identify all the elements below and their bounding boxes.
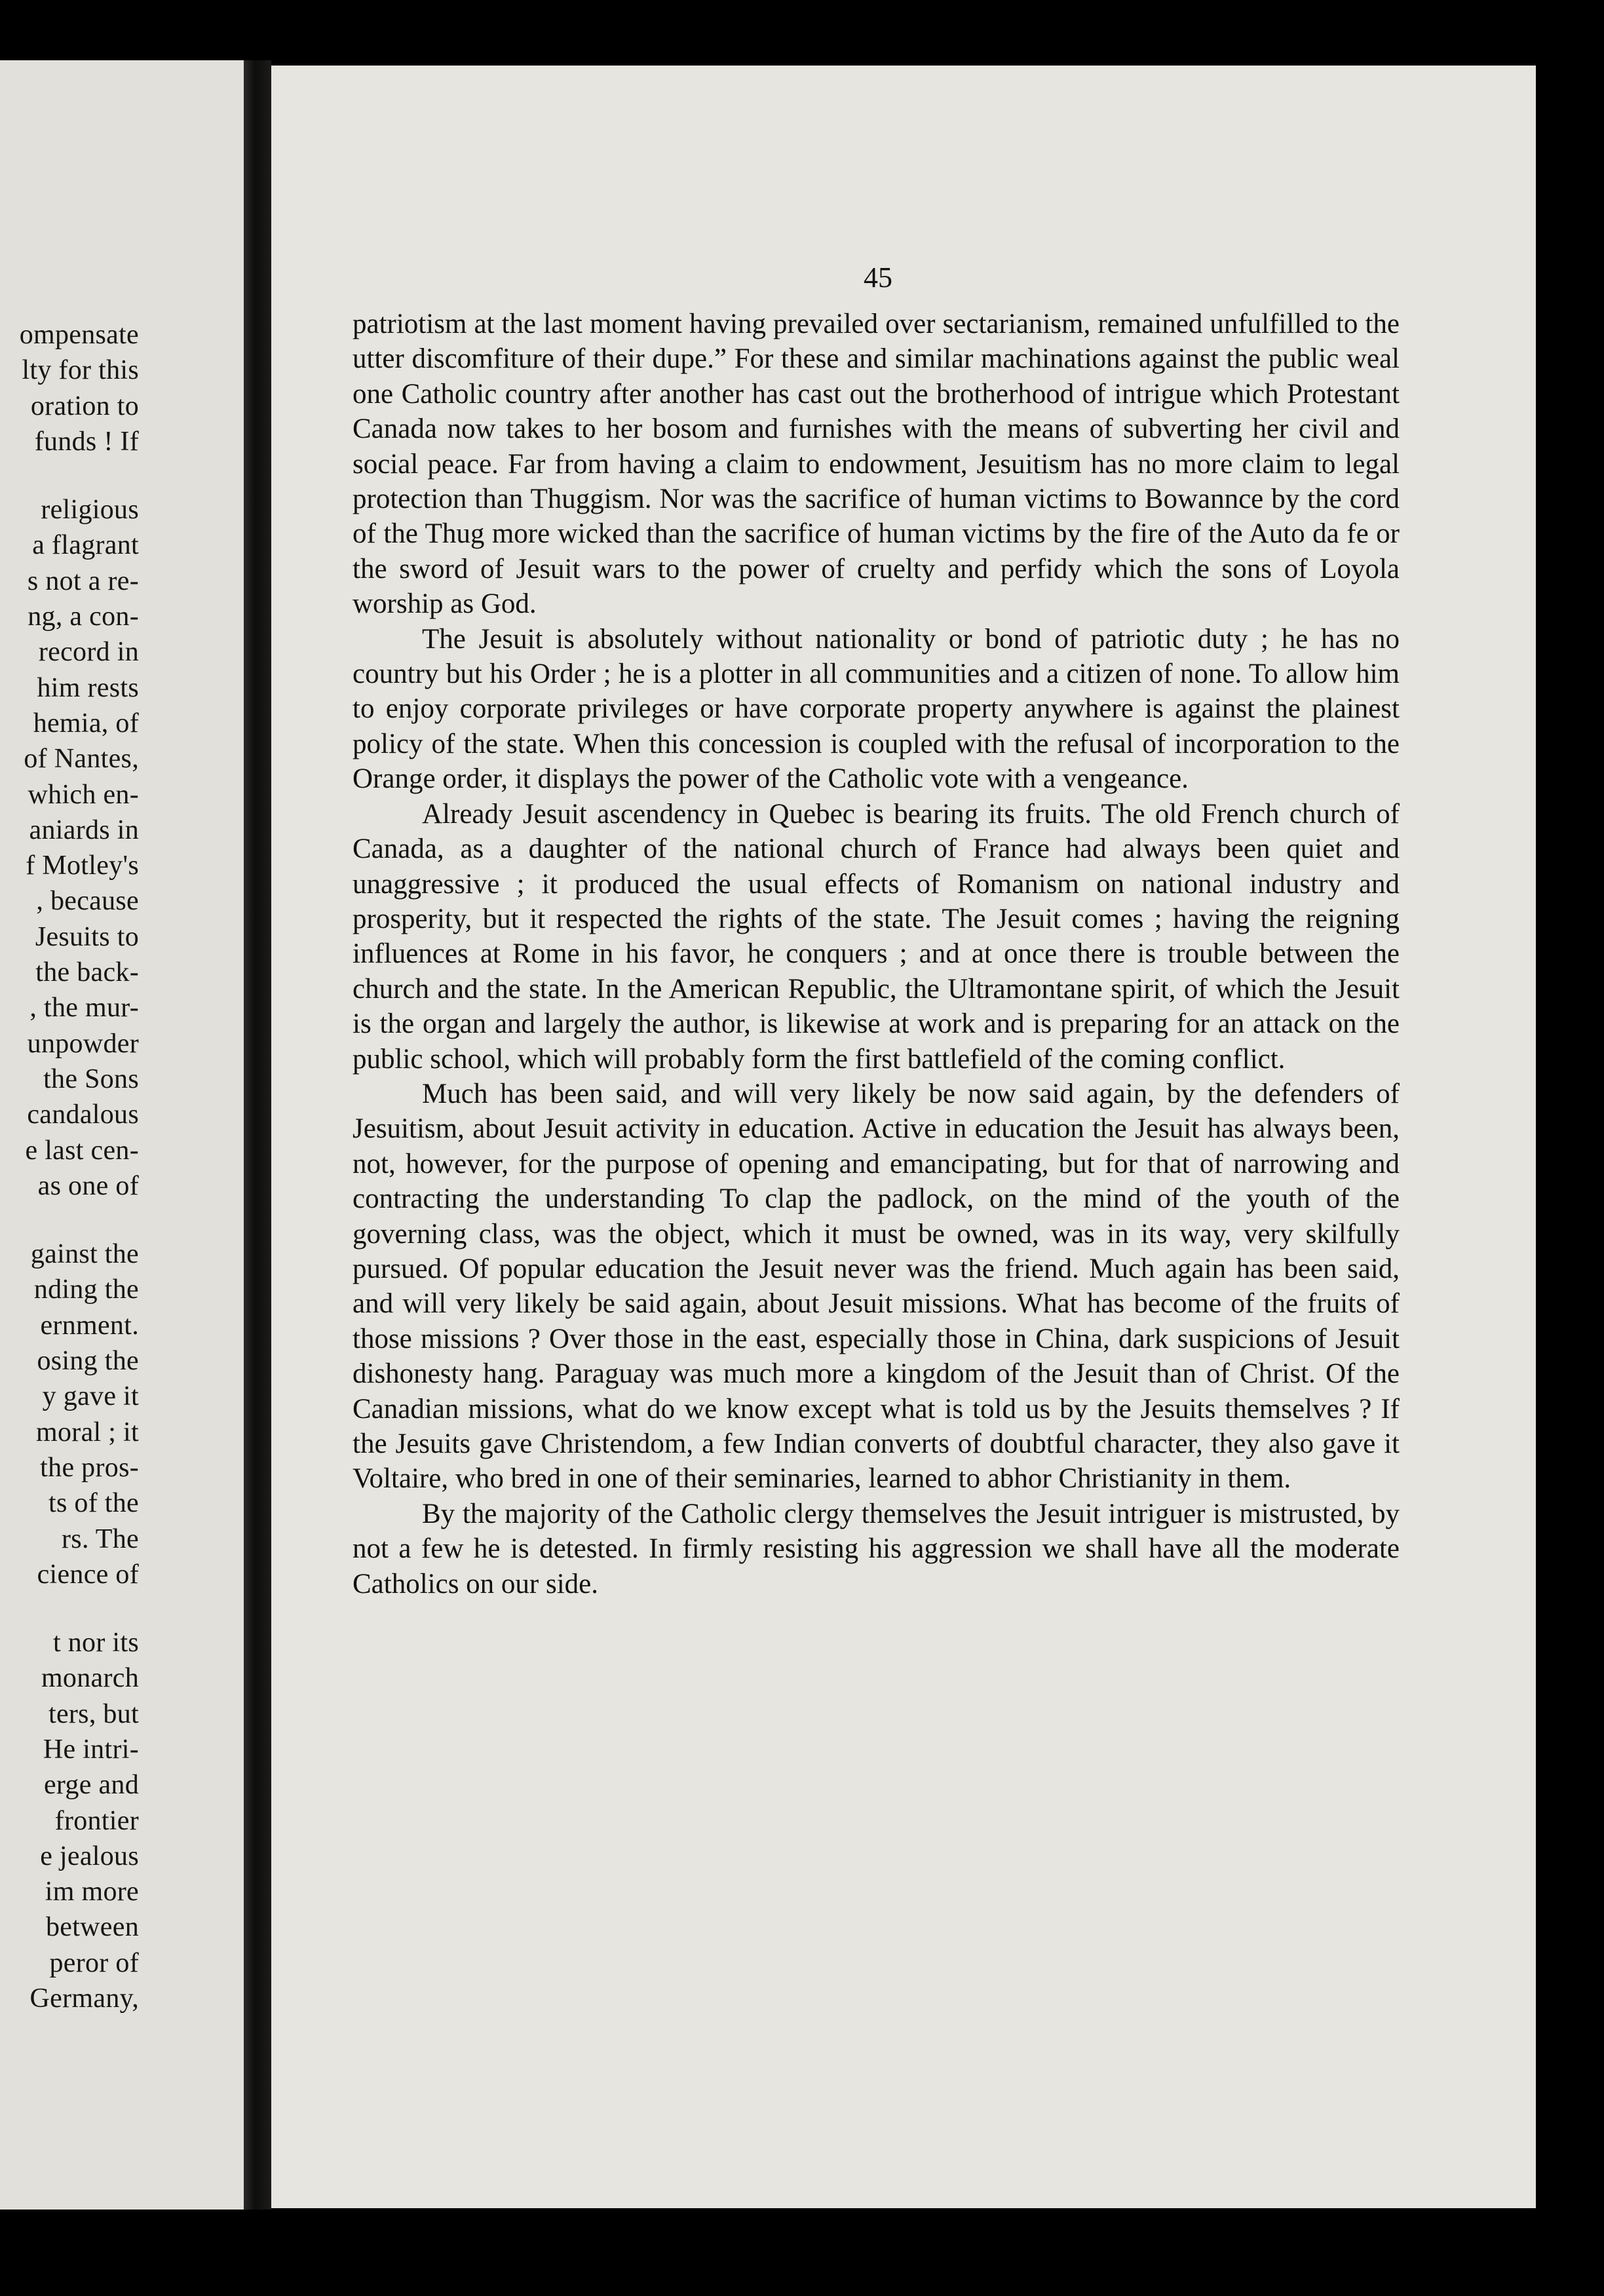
left-line [0, 1660, 244, 1696]
left-line-text: of Nantes, [24, 744, 139, 775]
left-line [0, 1485, 244, 1521]
left-line [0, 1803, 244, 1839]
left-line-text: the Sons [43, 1063, 139, 1094]
left-line [0, 1133, 244, 1168]
left-line-text: gainst the [30, 1239, 139, 1270]
paragraph-1: patriotism at the last moment having prevailed over sectarianism, remained unfulfilled to the utter discomfiture of their dupe.” For these and similar machinations against the public weal one Catholic country after another has cast out the brotherhood of intrigue which Protestant Canada now takes to her bosom and furnishes with the means of subverting her civil and social peace. Far from having a claim to endowment, Jesuitism has no more claim to legal protection than Thuggism. Nor was the sacrifice of human victims to Bowannce by the cord of the Thug more wicked than the sacrifice of human victims by the fire of the Auto da fe or the sword of Jesuit wars to the power of cruelty and perfidy which the sons of Loyola worship as God. [353, 309, 1400, 620]
left-line-gap [0, 1592, 244, 1625]
left-line [0, 1625, 244, 1660]
left-line-text: record in [38, 637, 139, 668]
left-line [0, 1026, 244, 1062]
left-line-text: frontier [54, 1805, 139, 1836]
left-line [0, 919, 244, 955]
paragraph-3: Already Jesuit ascendency in Quebec is bearing its fruits. The old French church of Canada, as a daughter of the national church of France had always been quiet and unaggressive ; it produced the usual effects of Romanism on national industry and prosperity, but it respected the rights of the state. The Jesuit comes ; having the reigning influences at Rome in his favor, he conquers ; and at once there is trouble between the church and the state. In the American Republic, the Ultramontane spirit, of which the Jesuit is the organ and largely the author, is likewise at work and is preparing for an attack on the public school, which will probably form the first battlefield of the coming conflict. [353, 798, 1400, 1075]
left-line-text: which en- [28, 779, 139, 810]
left-line-text: Jesuits to [35, 921, 139, 952]
left-line-text: erge and [43, 1770, 139, 1801]
left-line [0, 1379, 244, 1414]
left-line [0, 353, 244, 388]
left-line [0, 777, 244, 813]
left-line-text: a flagrant [32, 530, 139, 561]
left-line [0, 670, 244, 706]
left-line [0, 741, 244, 776]
left-line [0, 424, 244, 459]
scan-border-right [1536, 60, 1604, 2296]
left-line-text: oration to [30, 391, 139, 421]
left-line [0, 848, 244, 883]
left-line [0, 1343, 244, 1379]
left-line-gap [0, 1204, 244, 1236]
left-line-text: candalous [27, 1100, 139, 1130]
left-line-text: osing the [37, 1346, 139, 1377]
left-line [0, 1521, 244, 1557]
left-line [0, 1272, 244, 1307]
left-line [0, 1168, 244, 1204]
left-line [0, 1732, 244, 1767]
left-line-text: Germany, [29, 1983, 139, 2014]
left-line-text: e jealous [40, 1841, 139, 1871]
left-line-text: s not a re- [27, 565, 139, 596]
left-line-text: f Motley's [26, 851, 139, 881]
left-line [0, 1097, 244, 1132]
book-gutter [244, 60, 271, 2210]
left-line-text: hemia, of [33, 708, 139, 738]
paragraph-2: The Jesuit is absolutely without nationality or bond of patriotic duty ; he has no country but his Order ; he is a plotter in all communities and a citizen of none. To allow him to enjoy corporate privileges or have corporate property anywhere is against the plainest policy of the state. When this concession is coupled with the refusal of incorporation to the Orange order, it displays the power of the Catholic vote with a vengeance. [353, 623, 1400, 795]
left-line [0, 1767, 244, 1803]
scan-border-top [0, 0, 1604, 60]
left-line [0, 955, 244, 990]
scan-border-bottom [0, 2210, 1604, 2296]
left-line-text: as one of [37, 1170, 139, 1201]
left-line-text: im more [45, 1877, 139, 1907]
left-line [0, 634, 244, 670]
left-line-text: the pros- [40, 1452, 139, 1483]
left-line [0, 1557, 244, 1592]
left-line [0, 1981, 244, 2016]
left-line [0, 813, 244, 848]
left-line-text: , the mur- [29, 993, 139, 1024]
left-line [0, 389, 244, 424]
left-line [0, 564, 244, 599]
left-line-text: lty for this [22, 355, 139, 386]
left-line-text: ters, but [48, 1698, 139, 1729]
left-line-text: nding the [33, 1274, 139, 1305]
left-line-text: him rests [37, 672, 139, 703]
left-line-text: moral ; it [36, 1417, 139, 1447]
left-line [0, 1450, 244, 1485]
left-line [0, 990, 244, 1025]
left-line-text: peror of [49, 1947, 139, 1978]
left-line [0, 1696, 244, 1732]
paragraph-5: By the majority of the Catholic clergy themselves the Jesuit intriguer is mistrusted, by not a few he is detested. In firmly resisting his aggression we shall have all the moderate Catholics on our side. [353, 1498, 1400, 1599]
left-line [0, 1308, 244, 1343]
left-line [0, 1874, 244, 1909]
left-line-text: He intri- [43, 1734, 139, 1765]
paragraph-4: Much has been said, and will very likely be now said again, by the defenders of Jesuitism, about Jesuit activity in education. Active in education the Jesuit has always been, not, however, for the purpose of opening and emancipating, but for that of narrowing and contracting the understanding To clap the padlock, on the mind of the youth of the governing class, was the object, which it must be owned, was in its way, very skilfully pursued. Of popular education the Jesuit never was the friend. Much again has been said, and will very likely be said again, about Jesuit missions. What has become of the fruits of those missions ? Over those in the east, especially those in China, dark suspicions of Jesuit dishonesty hang. Paraguay was much more a kingdom of the Jesuit than of Christ. Of the Canadian missions, what do we know except what is told us by the Jesuits themselves ? If the Jesuits gave Christendom, a few Indian converts of doubtful character, they also gave it Voltaire, who bred in one of their seminaries, learned to abhor Christianity in them. [353, 1078, 1400, 1495]
left-line [0, 1909, 244, 1945]
left-line-text: the back- [35, 957, 139, 988]
left-line [0, 599, 244, 634]
left-line [0, 1236, 244, 1272]
left-line-text: ts of the [48, 1488, 139, 1519]
left-line-text: funds ! If [34, 426, 139, 457]
left-line-text: t nor its [52, 1628, 139, 1658]
left-line [0, 883, 244, 919]
page-number: 45 [864, 261, 892, 294]
left-line-text: unpowder [27, 1028, 139, 1059]
left-line-text: , because [36, 886, 139, 917]
left-line [0, 317, 244, 353]
left-line [0, 492, 244, 527]
left-line-text: monarch [41, 1663, 139, 1694]
left-line-text: aniards in [29, 814, 139, 845]
left-line [0, 1415, 244, 1450]
left-line [0, 1062, 244, 1097]
left-page-text [0, 317, 244, 2016]
left-line-text: religious [41, 495, 139, 526]
left-line-text: ompensate [19, 320, 139, 350]
page-body [353, 307, 1400, 1601]
left-line-text: rs. The [62, 1523, 139, 1554]
left-line [0, 1945, 244, 1981]
left-line-text: ernment. [40, 1310, 139, 1341]
left-line-text: e last cen- [25, 1135, 139, 1166]
left-line [0, 527, 244, 563]
left-line [0, 1839, 244, 1874]
left-line-text: ng, a con- [28, 602, 139, 632]
left-line [0, 706, 244, 741]
left-line-text: cience of [37, 1559, 139, 1590]
left-line-gap [0, 459, 244, 492]
left-page-fragment [0, 60, 244, 2210]
left-line-text: y gave it [42, 1381, 139, 1412]
left-line-text: between [45, 1912, 139, 1943]
